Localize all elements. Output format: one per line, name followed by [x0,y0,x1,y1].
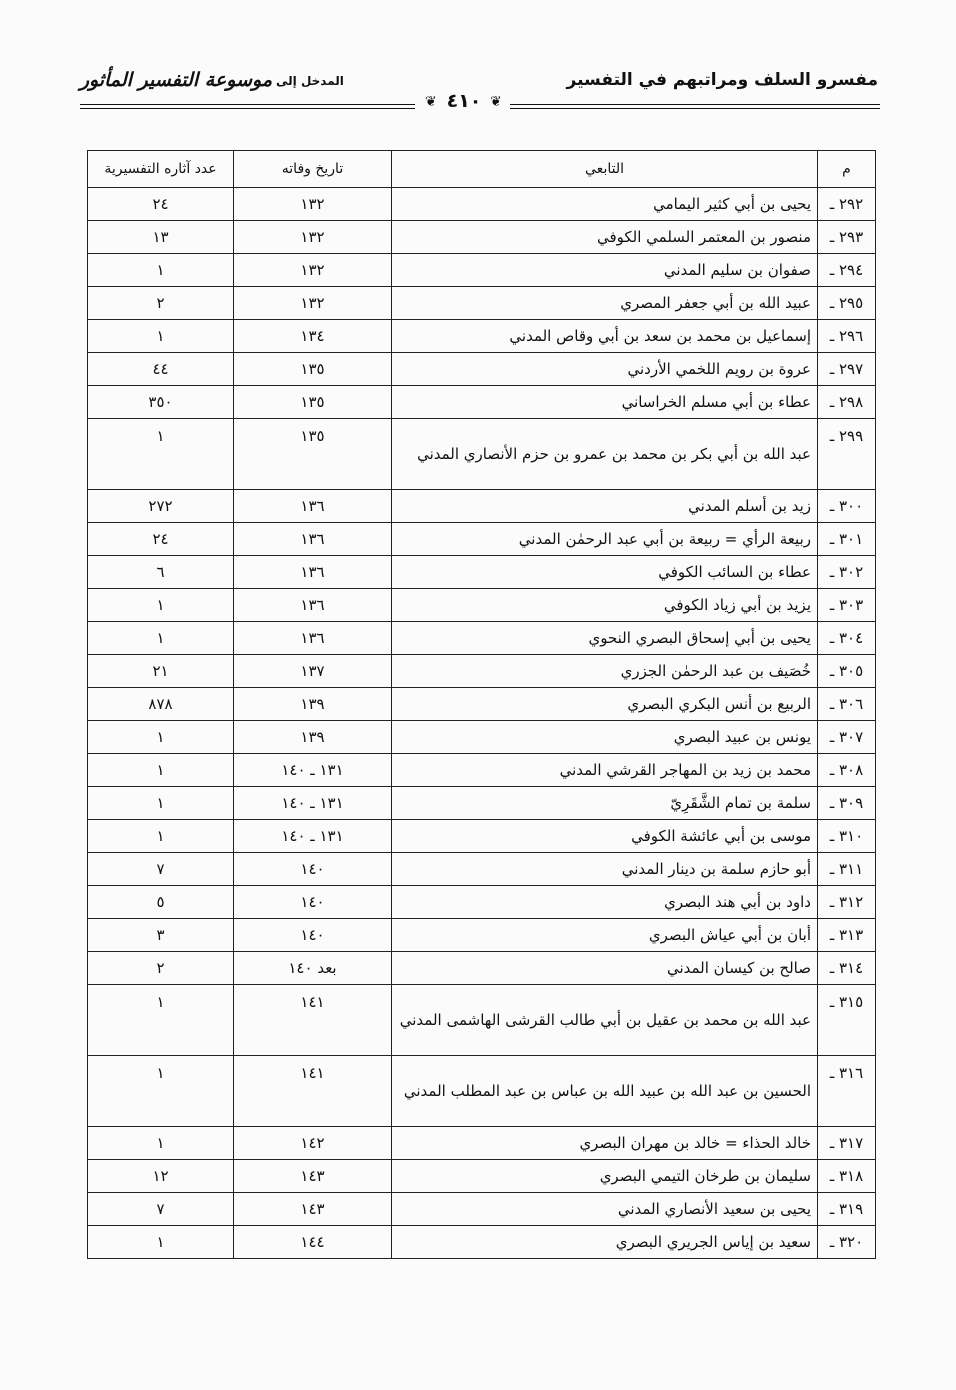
row-count: ٥ [88,886,234,919]
row-death-date: ١٤٣ [234,1193,392,1226]
row-count: ٣٥٠ [88,386,234,419]
row-death-date: ١٣١ ـ ١٤٠ [234,754,392,787]
row-count: ٣ [88,919,234,952]
column-header-death-date: تاريخ وفاته [234,151,392,188]
row-death-date: ١٣٢ [234,221,392,254]
row-death-date: ١٣١ ـ ١٤٠ [234,820,392,853]
row-number: ٣١٥ ـ [818,985,876,1056]
header-rule [80,108,415,109]
row-name: صالح بن كيسان المدني [392,952,818,985]
row-name: عطاء بن السائب الكوفي [392,556,818,589]
row-number: ٣٠٨ ـ [818,754,876,787]
row-death-date: ١٣٤ [234,320,392,353]
row-number: ٢٩٤ ـ [818,254,876,287]
row-death-date: ١٣٥ [234,386,392,419]
ornament-icon: ❦ [425,94,437,110]
row-count: ١ [88,622,234,655]
row-number: ٣٠٠ ـ [818,490,876,523]
table-row [88,1160,876,1193]
row-count: ١ [88,787,234,820]
row-count: ١ [88,1127,234,1160]
table-row [88,622,876,655]
header-rule [510,108,880,109]
row-count: ١ [88,985,234,1056]
table-row [88,320,876,353]
row-count: ١٣ [88,221,234,254]
table-row [88,919,876,952]
table-row [88,754,876,787]
row-number: ٢٩٦ ـ [818,320,876,353]
row-count: ١ [88,820,234,853]
row-death-date: ١٣٢ [234,188,392,221]
table-row [88,556,876,589]
row-death-date: ١٣٦ [234,589,392,622]
row-death-date: ١٣٧ [234,655,392,688]
row-name: ربيعة الرأي = ربيعة بن أبي عبد الرحمٰن المدني [392,523,818,556]
table-row [88,721,876,754]
row-count: ١ [88,254,234,287]
table-row [88,985,876,1056]
row-death-date: ١٣٥ [234,353,392,386]
row-death-date: بعد ١٤٠ [234,952,392,985]
row-number: ٣٠٩ ـ [818,787,876,820]
row-name: إسماعيل بن محمد بن سعد بن أبي وقاص المدني [392,320,818,353]
row-number: ٣٢٠ ـ [818,1226,876,1259]
row-name: خالد الحذاء = خالد بن مهران البصري [392,1127,818,1160]
row-death-date: ١٣٢ [234,254,392,287]
row-count: ١ [88,589,234,622]
table-row [88,853,876,886]
row-name: سلمة بن تمام الشَّقَرِيّ [392,787,818,820]
row-count: ٢٧٢ [88,490,234,523]
row-count: ٢٤ [88,523,234,556]
row-death-date: ١٣٦ [234,523,392,556]
table-row [88,655,876,688]
row-name: عبد الله بن أبي بكر بن محمد بن عمرو بن حزم الأنصاري المدني [392,419,818,490]
row-name: يزيد بن أبي زياد الكوفي [392,589,818,622]
row-number: ٢٩٩ ـ [818,419,876,490]
table-row [88,1127,876,1160]
row-death-date: ١٤٣ [234,1160,392,1193]
row-name: محمد بن زيد بن المهاجر القرشي المدني [392,754,818,787]
page-number: ٤١٠ [446,90,482,112]
row-name: يحيى بن سعيد الأنصاري المدني [392,1193,818,1226]
row-death-date: ١٤٢ [234,1127,392,1160]
column-header-name: التابعي [392,151,818,188]
row-count: ٧ [88,1193,234,1226]
row-count: ٨٧٨ [88,688,234,721]
row-number: ٣٠٧ ـ [818,721,876,754]
series-logo-title: موسوعة التفسير المأثور [79,69,272,91]
column-header-count: عدد آثاره التفسيرية [88,151,234,188]
table-row [88,287,876,320]
row-count: ١ [88,1056,234,1127]
table-row [88,589,876,622]
table-row [88,419,876,490]
row-name: عبيد الله بن أبي جعفر المصري [392,287,818,320]
row-number: ٣٠٤ ـ [818,622,876,655]
column-header-number: م [818,151,876,188]
row-name: عبد الله بن محمد بن عقيل بن أبي طالب القرشى الهاشمى المدني [392,985,818,1056]
row-number: ٣١٩ ـ [818,1193,876,1226]
row-count: ١ [88,419,234,490]
row-name: موسى بن أبي عائشة الكوفي [392,820,818,853]
book-title: مفسرو السلف ومراتبهم في التفسير [566,70,878,90]
row-death-date: ١٣٥ [234,419,392,490]
table-row [88,886,876,919]
row-death-date: ١٤١ [234,1056,392,1127]
row-number: ٣١٣ ـ [818,919,876,952]
row-name: زيد بن أسلم المدني [392,490,818,523]
row-number: ٢٩٣ ـ [818,221,876,254]
row-number: ٢٩٧ ـ [818,353,876,386]
row-number: ٣١١ ـ [818,853,876,886]
row-number: ٣٠٥ ـ [818,655,876,688]
series-intro: المدخل إلى [276,74,344,88]
row-number: ٣١٧ ـ [818,1127,876,1160]
header-rule [510,104,880,105]
row-number: ٣٠٢ ـ [818,556,876,589]
row-name: الربيع بن أنس البكري البصري [392,688,818,721]
table-row [88,490,876,523]
row-name: يحيى بن أبي كثير اليمامي [392,188,818,221]
table-row [88,1193,876,1226]
row-name: أبان بن أبي عياش البصري [392,919,818,952]
row-death-date: ١٤٠ [234,853,392,886]
row-death-date: ١٣٩ [234,721,392,754]
row-number: ٢٩٥ ـ [818,287,876,320]
row-number: ٣٠٣ ـ [818,589,876,622]
table-row [88,688,876,721]
row-name: داود بن أبي هند البصري [392,886,818,919]
header-rule [80,104,415,105]
row-count: ١ [88,320,234,353]
row-death-date: ١٤٠ [234,919,392,952]
tabieen-table [87,150,876,1259]
row-number: ٣١٠ ـ [818,820,876,853]
row-death-date: ١٣١ ـ ١٤٠ [234,787,392,820]
table-row [88,386,876,419]
table-row [88,952,876,985]
row-count: ١ [88,1226,234,1259]
row-death-date: ١٣٦ [234,556,392,589]
table-row [88,221,876,254]
row-number: ٢٩٢ ـ [818,188,876,221]
row-count: ٢٤ [88,188,234,221]
row-name: أبو حازم سلمة بن دينار المدني [392,853,818,886]
row-name: الحسين بن عبد الله بن عبيد الله بن عباس بن عبد المطلب المدني [392,1056,818,1127]
table-row [88,1056,876,1127]
table-row [88,787,876,820]
row-count: ٤٤ [88,353,234,386]
row-number: ٣١٦ ـ [818,1056,876,1127]
row-count: ١ [88,721,234,754]
row-death-date: ١٣٩ [234,688,392,721]
row-death-date: ١٣٦ [234,490,392,523]
row-number: ٣١٢ ـ [818,886,876,919]
row-count: ١ [88,754,234,787]
row-death-date: ١٤٠ [234,886,392,919]
row-name: منصور بن المعتمر السلمي الكوفي [392,221,818,254]
table-row [88,188,876,221]
row-count: ٢١ [88,655,234,688]
ornament-icon: ❦ [490,94,502,110]
row-count: ١٢ [88,1160,234,1193]
row-name: سعيد بن إياس الجريري البصري [392,1226,818,1259]
row-death-date: ١٤١ [234,985,392,1056]
page-header [80,60,880,130]
row-count: ٦ [88,556,234,589]
row-death-date: ١٣٦ [234,622,392,655]
row-death-date: ١٣٢ [234,287,392,320]
table-row [88,523,876,556]
row-name: يحيى بن أبي إسحاق البصري النحوي [392,622,818,655]
table-row [88,1226,876,1259]
row-number: ٢٩٨ ـ [818,386,876,419]
table-row [88,254,876,287]
row-name: سليمان بن طرخان التيمي البصري [392,1160,818,1193]
row-name: عطاء بن أبي مسلم الخراساني [392,386,818,419]
row-count: ٢ [88,287,234,320]
row-name: خُصَيف بن عبد الرحمٰن الجزري [392,655,818,688]
table-row [88,353,876,386]
row-count: ٢ [88,952,234,985]
row-number: ٣١٨ ـ [818,1160,876,1193]
row-name: يونس بن عبيد البصري [392,721,818,754]
table-header-row [88,151,876,188]
row-name: عروة بن رويم اللخمي الأردني [392,353,818,386]
row-number: ٣١٤ ـ [818,952,876,985]
row-number: ٣٠١ ـ [818,523,876,556]
table-row [88,820,876,853]
row-name: صفوان بن سليم المدني [392,254,818,287]
row-count: ٧ [88,853,234,886]
row-death-date: ١٤٤ [234,1226,392,1259]
row-number: ٣٠٦ ـ [818,688,876,721]
